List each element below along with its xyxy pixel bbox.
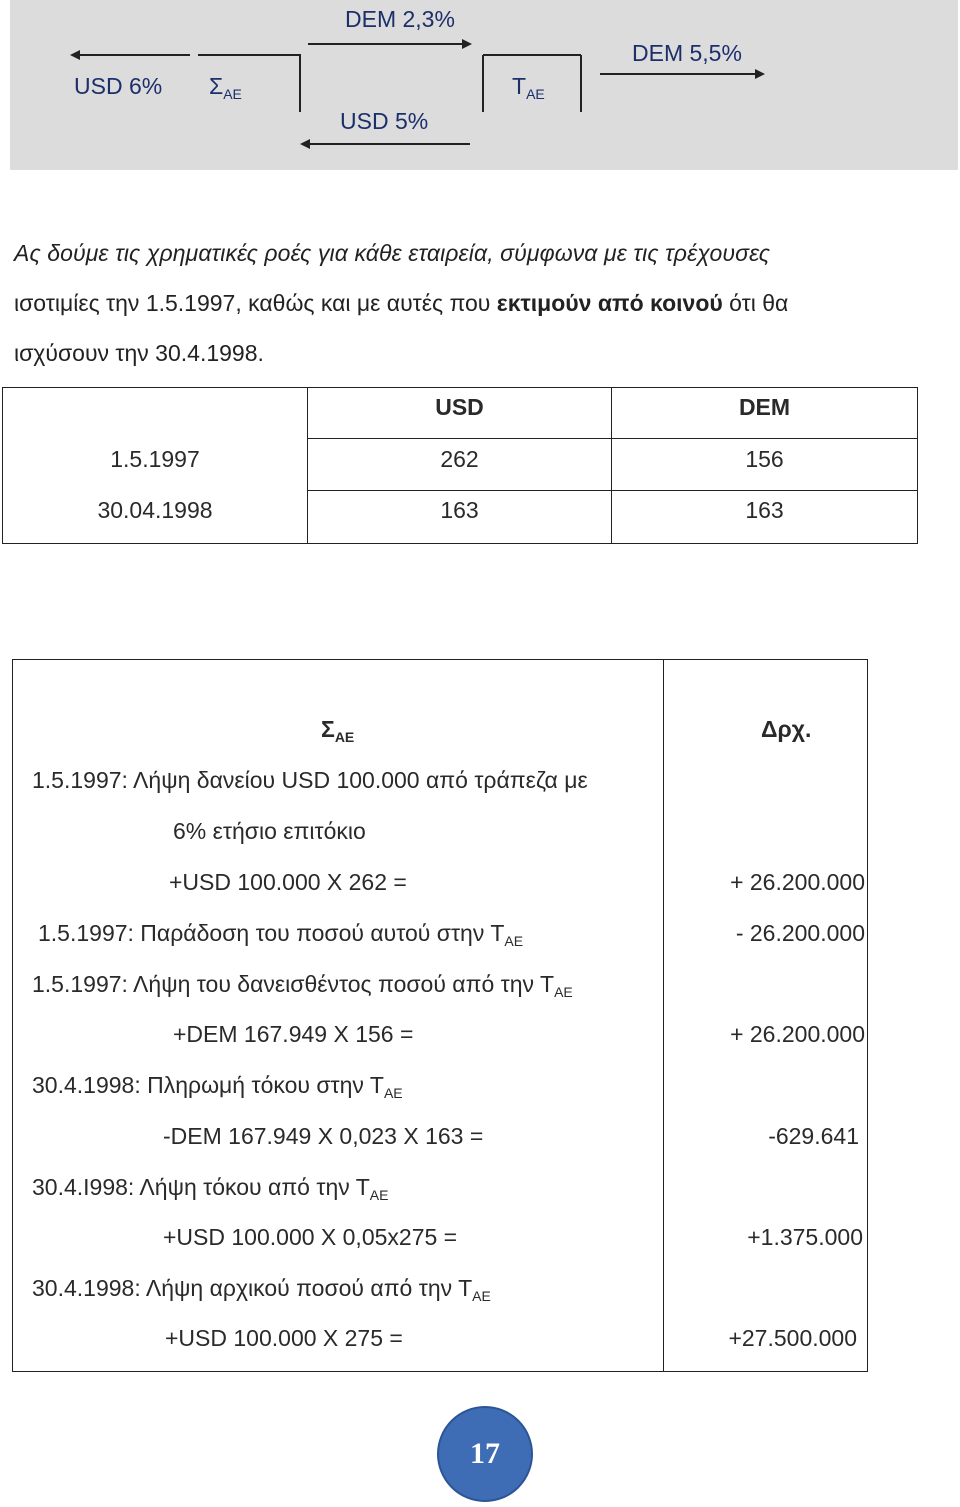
table-header-dem: DEM [738, 394, 791, 420]
table-cell: 156 [745, 446, 784, 472]
ledger-amount: + 26.200.000 [730, 869, 865, 895]
ledger-line: 6% ετήσιο επιτόκιο [173, 818, 366, 844]
table-cell: 262 [440, 446, 479, 472]
table-cell: 163 [440, 497, 479, 523]
sigma-letter: Σ [209, 73, 224, 99]
paragraph-text-3: ισχύσουν την 30.4.1998. [14, 340, 264, 366]
ledger-divider [663, 660, 664, 1371]
ledger-amount: + 26.200.000 [730, 1021, 865, 1047]
ledger-line-text: 30.4.1998: Λήψη αρχικού ποσού από την Τ [32, 1275, 473, 1301]
ledger-subscript: ΑΕ [504, 933, 524, 949]
ledger-line: +DEM 167.949 Χ 156 = [173, 1021, 414, 1047]
ledger-subscript: ΑΕ [369, 1187, 389, 1203]
ledger-header-sigma: Σ [321, 716, 335, 742]
label-dem-top: DEM 2,3% [345, 6, 455, 32]
paragraph-text-1: Ας δούμε τις χρηματικές ροές για κάθε εταιρεία, σύμφωνα με τις τρέχουσες [14, 240, 771, 266]
table-cell: 163 [745, 497, 784, 523]
ledger-header-company [321, 716, 354, 745]
ledger-subscript: ΑΕ [554, 984, 573, 1000]
ledger-line [32, 971, 573, 1000]
paragraph-text-2a: ισοτιμίες την 1.5.1997, καθώς και με αυτές που [14, 290, 497, 316]
ledger-amount: - 26.200.000 [735, 920, 865, 946]
tau-subscript: ΑΕ [526, 86, 545, 102]
table-divider [308, 490, 917, 491]
ledger-header-currency: Δρχ. [761, 716, 812, 742]
arrow-dem-right-head [755, 69, 765, 79]
paragraph-line-1 [14, 228, 930, 278]
ledger-line-text: 30.4.1998: Πληρωμή τόκου στην Τ [32, 1072, 384, 1098]
tau-letter: Τ [512, 73, 527, 99]
arrow-dem-top-head [462, 39, 472, 49]
ledger-line: -DEM 167.949 Χ 0,023 Χ 163 = [163, 1123, 484, 1149]
swap-diagram [10, 0, 958, 170]
ledger-subscript: ΑΕ [383, 1085, 403, 1101]
ledger-amount: -629.641 [768, 1123, 859, 1149]
paragraph-text-2b: ότι θα [722, 290, 789, 316]
ledger-line-text: 1.5.1997: Λήψη του δανεισθέντος ποσού από την Τ [32, 971, 555, 997]
ledger-line-text: 1.5.1997: Παράδοση του ποσού αυτού στην Τ [38, 920, 505, 946]
arrow-usd-mid-head [300, 139, 310, 149]
ledger-line: 1.5.1997: Λήψη δανείου USD 100.000 από τράπεζα με [32, 767, 588, 793]
ledger-subscript: ΑΕ [472, 1288, 491, 1304]
tau-company-label [512, 73, 545, 102]
label-usd-mid: USD 5% [340, 108, 429, 134]
ledger-line [32, 1275, 491, 1304]
arrow-usd-left-head [70, 50, 80, 60]
table-header-usd: USD [435, 394, 484, 420]
ledger-amount: +27.500.000 [728, 1325, 857, 1351]
paragraph-line-2 [14, 278, 930, 328]
ledger-line: +USD 100.000 Χ 275 = [165, 1325, 403, 1351]
table-row-date: 1.5.1997 [110, 446, 200, 472]
page-number: 17 [470, 1437, 500, 1470]
paragraph-bold-phrase: εκτιμούν από κοινού [496, 290, 723, 316]
ledger-line: +USD 100.000 Χ 0,05x275 = [163, 1224, 458, 1250]
ledger-line [32, 1072, 403, 1101]
paragraph-line-3 [14, 328, 930, 378]
label-dem-right: DEM 5,5% [632, 40, 742, 66]
ledger-line-text: 30.4.Ι998: Λήψη τόκου από την Τ [32, 1174, 370, 1200]
sigma-company-label [209, 73, 242, 102]
ledger-line [38, 920, 523, 949]
cashflow-ledger [12, 659, 868, 1372]
ledger-header-subscript: ΑΕ [334, 729, 355, 745]
ledger-amount: +1.375.000 [747, 1224, 863, 1250]
ledger-line [32, 1174, 388, 1203]
table-row-date: 30.04.1998 [97, 497, 213, 523]
page-number-badge [437, 1406, 533, 1502]
sigma-subscript: ΑΕ [223, 86, 242, 102]
label-usd-left: USD 6% [74, 73, 163, 99]
ledger-line: +USD 100.000 Χ 262 = [169, 869, 407, 895]
exchange-rate-table [2, 387, 918, 544]
table-divider [308, 438, 917, 439]
